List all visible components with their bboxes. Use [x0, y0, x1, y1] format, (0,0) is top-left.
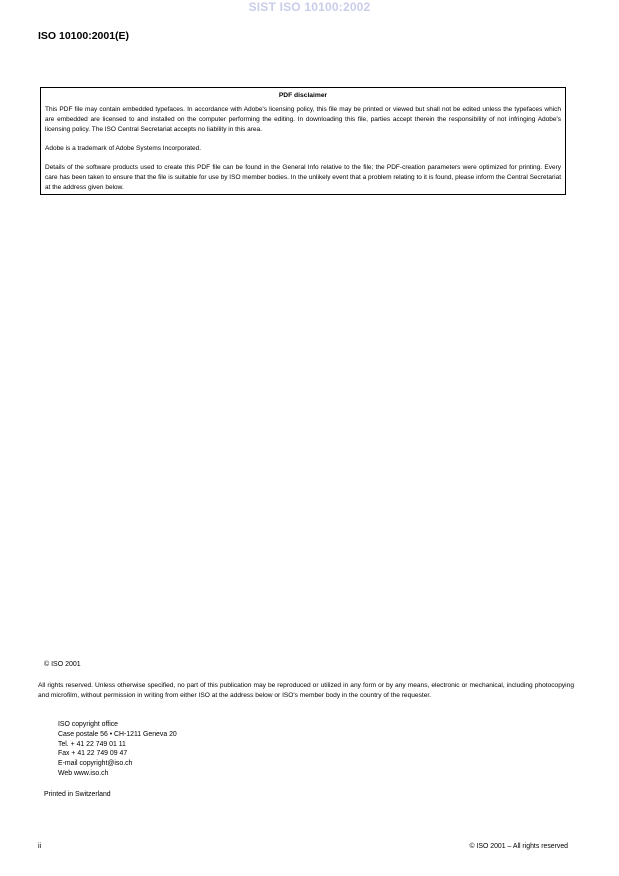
rights-statement: All rights reserved. Unless otherwise specified, no part of this publication may be reproduced or utilized in any form or by any means, electronic or mechanical, including photocopying and microfilm, without permission in writing from either ISO at the address below or ISO's member body in the country of the requester. [38, 682, 574, 699]
copyright-mark: © ISO 2001 [44, 661, 81, 668]
watermark: SIST ISO 10100:2002 [248, 0, 371, 14]
footer-copyright: © ISO 2001 – All rights reserved [469, 843, 568, 850]
disclaimer-paragraph: Details of the software products used to create this PDF file can be found in the General Info relative to the file; the PDF-creation parameters were optimized for printing. Every care has been taken to ensure that the file is suitable for use by ISO member bodies. In the unlikely event that a problem relating to it is found, please inform the Central Secretariat at the address given below. [45, 164, 561, 191]
address-line: Case postale 56 • CH-1211 Geneva 20 [58, 730, 177, 738]
printed-in: Printed in Switzerland [44, 791, 111, 798]
document-id-header: ISO 10100:2001(E) [38, 30, 130, 42]
address-fax: Fax + 41 22 749 09 47 [58, 750, 128, 758]
address-line: ISO copyright office [58, 721, 119, 728]
disclaimer-paragraph: Adobe is a trademark of Adobe Systems Incorporated. [45, 145, 202, 152]
page-number: ii [38, 843, 42, 850]
address-phone: Tel. + 41 22 749 01 11 [58, 740, 126, 748]
disclaimer-title: PDF disclaimer [278, 92, 328, 99]
pdf-disclaimer-box [40, 87, 566, 195]
address-email: E-mail copyright@iso.ch [58, 760, 133, 768]
disclaimer-paragraph: This PDF file may contain embedded typefaces. In accordance with Adobe's licensing policy, this file may be printed or viewed but shall not be edited unless the typefaces which are embedded are licensed to and installed on the computer performing the editing. In downloading this file, parties accept therein the responsibility of not infringing Adobe's licensing policy. The ISO Central Secretariat accepts no liability in this area. [45, 106, 561, 133]
copyright-office-address [58, 720, 177, 779]
address-web: Web www.iso.ch [58, 769, 109, 777]
